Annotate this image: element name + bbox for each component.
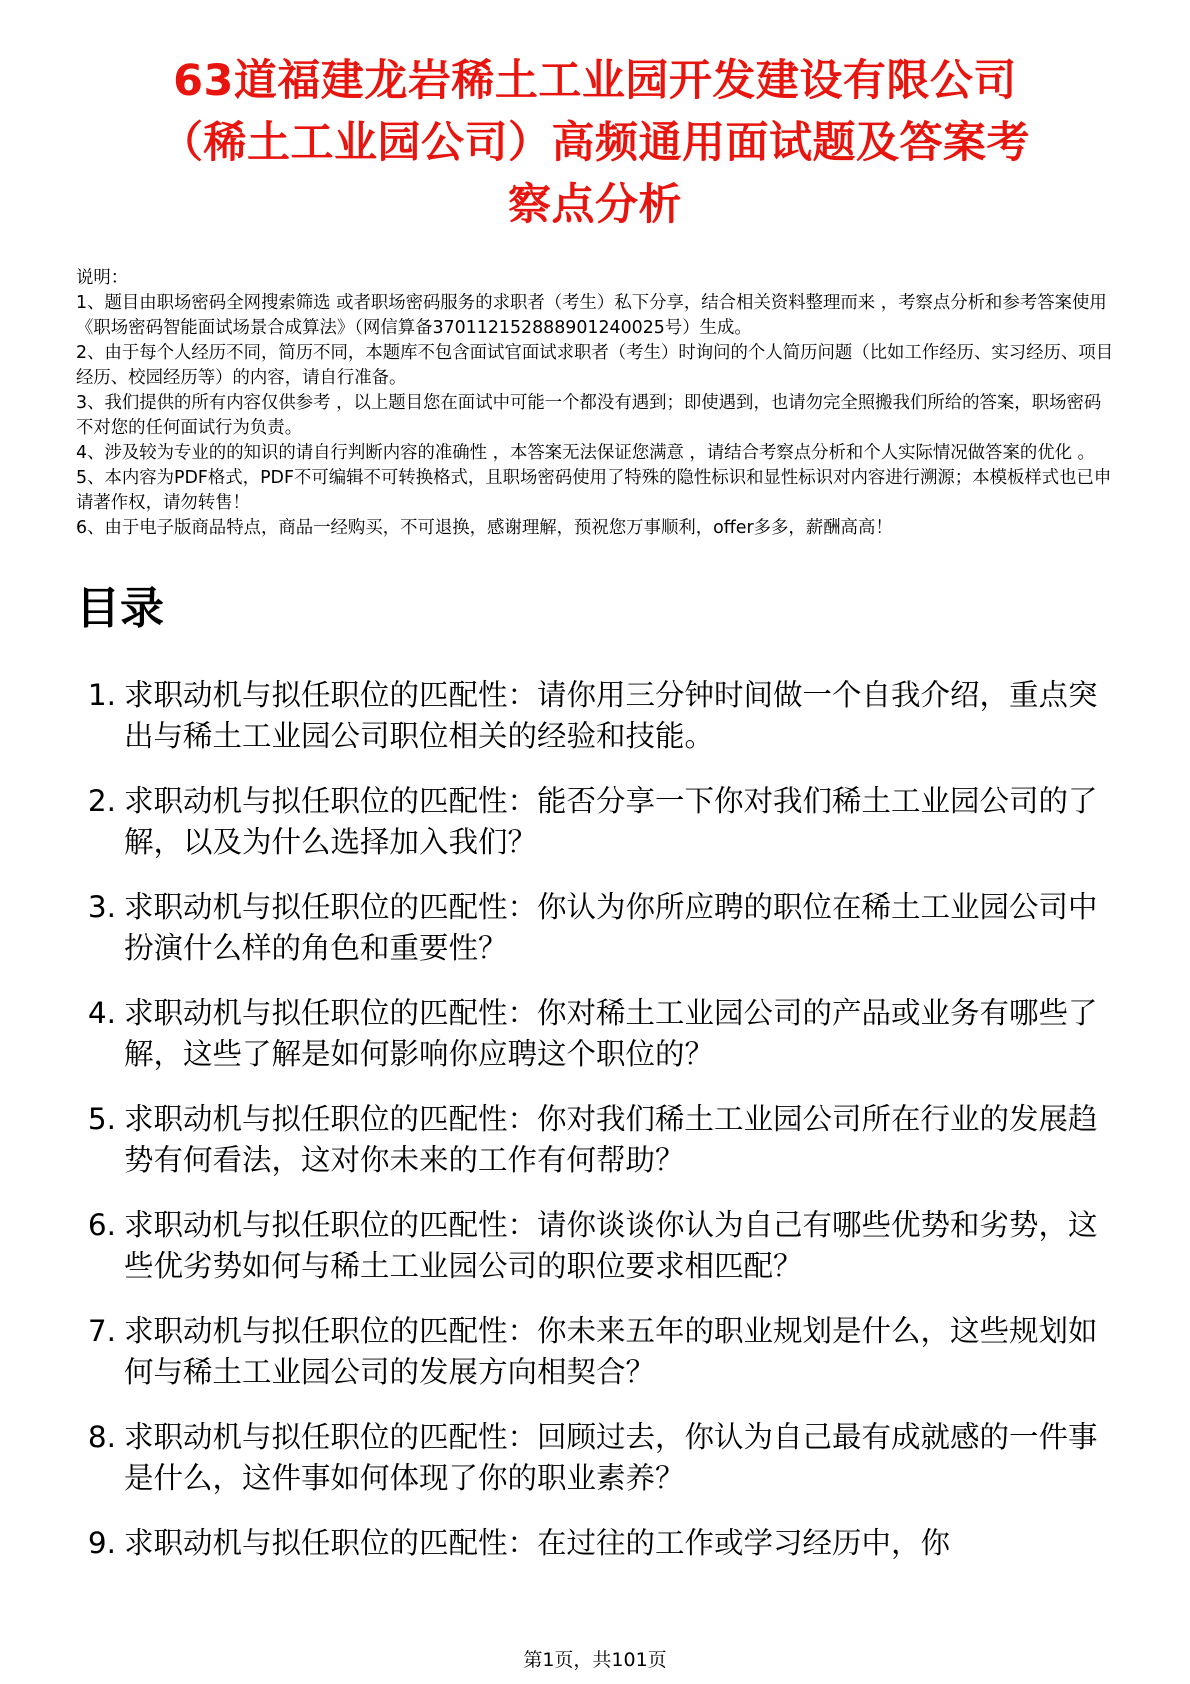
toc-item-number: 9. [87,1526,116,1560]
toc-item-text: 求职动机与拟任职位的匹配性：回顾过去，你认为自己最有成就感的一件事是什么，这件事如何体现了你的职业素养？ [124,1420,1098,1495]
toc-item-number: 6. [87,1208,116,1242]
note-item: 2、由于每个人经历不同，简历不同，本题库不包含面试官面试求职者（考生）时询问的个人简历问题（比如工作经历、实习经历、项目经历、校园经历等）的内容，请自行准备。 [76,343,1114,388]
toc-item-number: 5. [87,1102,116,1136]
toc-item[interactable] [76,675,1114,757]
note-item: 3、我们提供的所有内容仅供参考 ，以上题目您在面试中可能一个都没有遇到；即使遇到，也请勿完全照搬我们所给的答案，职场密码不对您的任何面试行为负责。 [76,393,1102,438]
notes-section [76,266,1114,541]
toc-item[interactable] [76,993,1114,1075]
toc-item-text: 求职动机与拟任职位的匹配性：你对稀土工业园公司的产品或业务有哪些了解，这些了解是如何影响你应聘这个职位的？ [124,996,1098,1071]
document-title [76,0,1114,236]
toc-list [76,675,1114,1564]
toc-item[interactable] [76,1417,1114,1499]
title-line-1: 63道福建龙岩稀土工业园开发建设有限公司 [173,56,1017,106]
toc-item-text: 求职动机与拟任职位的匹配性：你未来五年的职业规划是什么，这些规划如何与稀土工业园公司的发展方向相契合？ [124,1314,1098,1389]
title-line-3: 察点分析 [508,180,682,230]
note-item: 4、涉及较为专业的的知识的请自行判断内容的准确性 ，本答案无法保证您满意 ，请结合考察点分析和个人实际情况做答案的优化 。 [76,443,1095,463]
toc-item-number: 4. [87,996,116,1030]
toc-item-number: 3. [87,890,116,924]
toc-item-number: 1. [87,678,116,712]
toc-item-text: 求职动机与拟任职位的匹配性：你认为你所应聘的职位在稀土工业园公司中扮演什么样的角色和重要性？ [124,890,1098,965]
toc-item-number: 8. [87,1420,116,1454]
toc-item-text: 求职动机与拟任职位的匹配性：在过往的工作或学习经历中，你 [124,1526,951,1560]
toc-item[interactable] [76,1205,1114,1287]
toc-item[interactable] [76,1099,1114,1181]
toc-item-number: 2. [87,784,116,818]
notes-heading: 说明： [76,268,129,288]
title-line-2: （稀土工业园公司）高频通用面试题及答案考 [160,118,1030,168]
note-item: 6、由于电子版商品特点，商品一经购买，不可退换，感谢理解，预祝您万事顺利，offer多多，薪酬高高！ [76,518,893,538]
toc-item[interactable] [76,887,1114,969]
toc-item-text: 求职动机与拟任职位的匹配性：请你用三分钟时间做一个自我介绍，重点突出与稀土工业园公司职位相关的经验和技能。 [124,678,1098,753]
toc-item-text: 求职动机与拟任职位的匹配性：请你谈谈你认为自己有哪些优势和劣势，这些优劣势如何与稀土工业园公司的职位要求相匹配？ [124,1208,1098,1283]
toc-item[interactable] [76,1311,1114,1393]
toc-item[interactable] [76,781,1114,863]
toc-item[interactable] [76,1523,1114,1564]
page-number: 第1页，共101页 [523,1649,667,1671]
toc-item-number: 7. [87,1314,116,1348]
toc-item-text: 求职动机与拟任职位的匹配性：能否分享一下你对我们稀土工业园公司的了解，以及为什么选择加入我们？ [124,784,1098,859]
note-item: 5、本内容为PDF格式，PDF不可编辑不可转换格式，且职场密码使用了特殊的隐性标识和显性标识对内容进行溯源；本模板样式也已申请著作权，请勿转售！ [76,468,1112,513]
toc-heading: 目录 [76,583,164,634]
note-item: 1、题目由职场密码全网搜索筛选 或者职场密码服务的求职者（考生）私下分享，结合相关资料整理而来 ，考察点分析和参考答案使用《职场密码智能面试场景合成算法》（网信算备370112152888901240025号）生成。 [76,293,1107,338]
toc-item-text: 求职动机与拟任职位的匹配性：你对我们稀土工业园公司所在行业的发展趋势有何看法，这对你未来的工作有何帮助？ [124,1102,1098,1177]
